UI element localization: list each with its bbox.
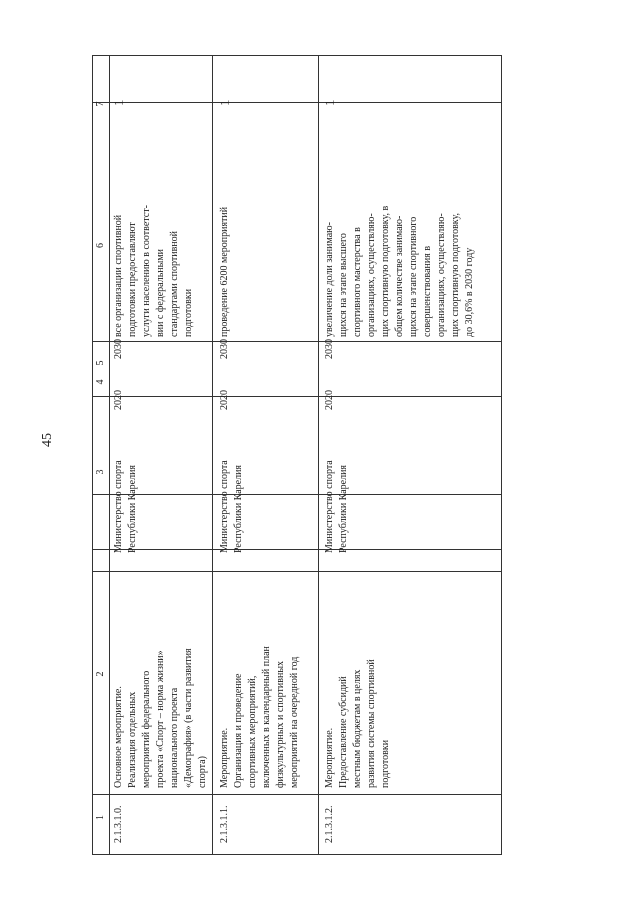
column-divider xyxy=(93,341,501,342)
column-divider xyxy=(93,794,501,795)
row-3-result: увеличение доли занимаю- щихся на этапе высшего спортивного мастерства в организациях, осуществляю- щих спортивную подготовку, в общем количестве занимаю- щихся на этапе спортивного совершенствования в организациях, осуществляю- щих спортивную подготовку, до 30,6% в 2030 году xyxy=(324,205,475,337)
row-2-start-year: 2020 xyxy=(219,390,230,410)
row-1-number: 2.1.3.1.0. xyxy=(113,805,124,843)
column-divider xyxy=(93,396,501,397)
row-3-start-year: 2020 xyxy=(324,390,335,410)
row-2-end-year: 2030 xyxy=(219,339,230,359)
row-1-end-year: 2030 xyxy=(113,339,124,359)
row-3-col7: 1 xyxy=(322,99,337,106)
row-1-result: все организации спортивной подготовки предоставляют услуги населению в соответст- вии с федеральными стандартами спортивной подготовки xyxy=(113,205,194,337)
row-2-executor: Министерство спорта Республики Карелия xyxy=(219,460,244,553)
header-col-3: 3 xyxy=(95,469,106,475)
row-2-col7: 1 xyxy=(217,99,232,106)
header-col-5: 5 xyxy=(95,360,106,366)
row-3-number: 2.1.3.1.2. xyxy=(324,805,335,843)
row-divider xyxy=(109,56,110,854)
row-3-end-year: 2030 xyxy=(324,339,335,359)
header-col-4: 4 xyxy=(95,379,106,385)
row-2-name: Мероприятие. Организация и проведение спортивных мероприятий, включенных в календарный план физкультурных и спортивных мероприятий на очередной год xyxy=(219,646,300,788)
column-divider xyxy=(93,102,501,103)
header-col-7: 7 xyxy=(95,101,106,107)
row-3-name: Мероприятие. Предоставление субсидий местным бюджетам в целях развития системы спортивной подготовки xyxy=(324,659,391,788)
header-col-6: 6 xyxy=(95,243,106,248)
header-col-2: 2 xyxy=(95,671,106,677)
row-divider xyxy=(318,56,319,854)
header-col-1: 1 xyxy=(95,815,106,820)
column-divider xyxy=(93,494,501,495)
row-divider xyxy=(212,56,213,854)
row-2-result: проведение 6200 мероприятий xyxy=(219,206,230,337)
column-divider xyxy=(93,549,501,550)
row-1-name: Основное мероприятие. Реализация отдельных мероприятий федерального проекта «Спорт – норма жизни» национального проекта «Демография» (в части развития спорта) xyxy=(113,648,208,788)
row-1-col7: 1 xyxy=(111,99,126,106)
row-1-start-year: 2020 xyxy=(113,390,124,410)
row-1-executor: Министерство спорта Республики Карелия xyxy=(113,460,138,553)
row-2-number: 2.1.3.1.1. xyxy=(219,805,230,843)
page-number: 45 xyxy=(40,433,55,447)
row-3-executor: Министерство спорта Республики Карелия xyxy=(324,460,349,553)
